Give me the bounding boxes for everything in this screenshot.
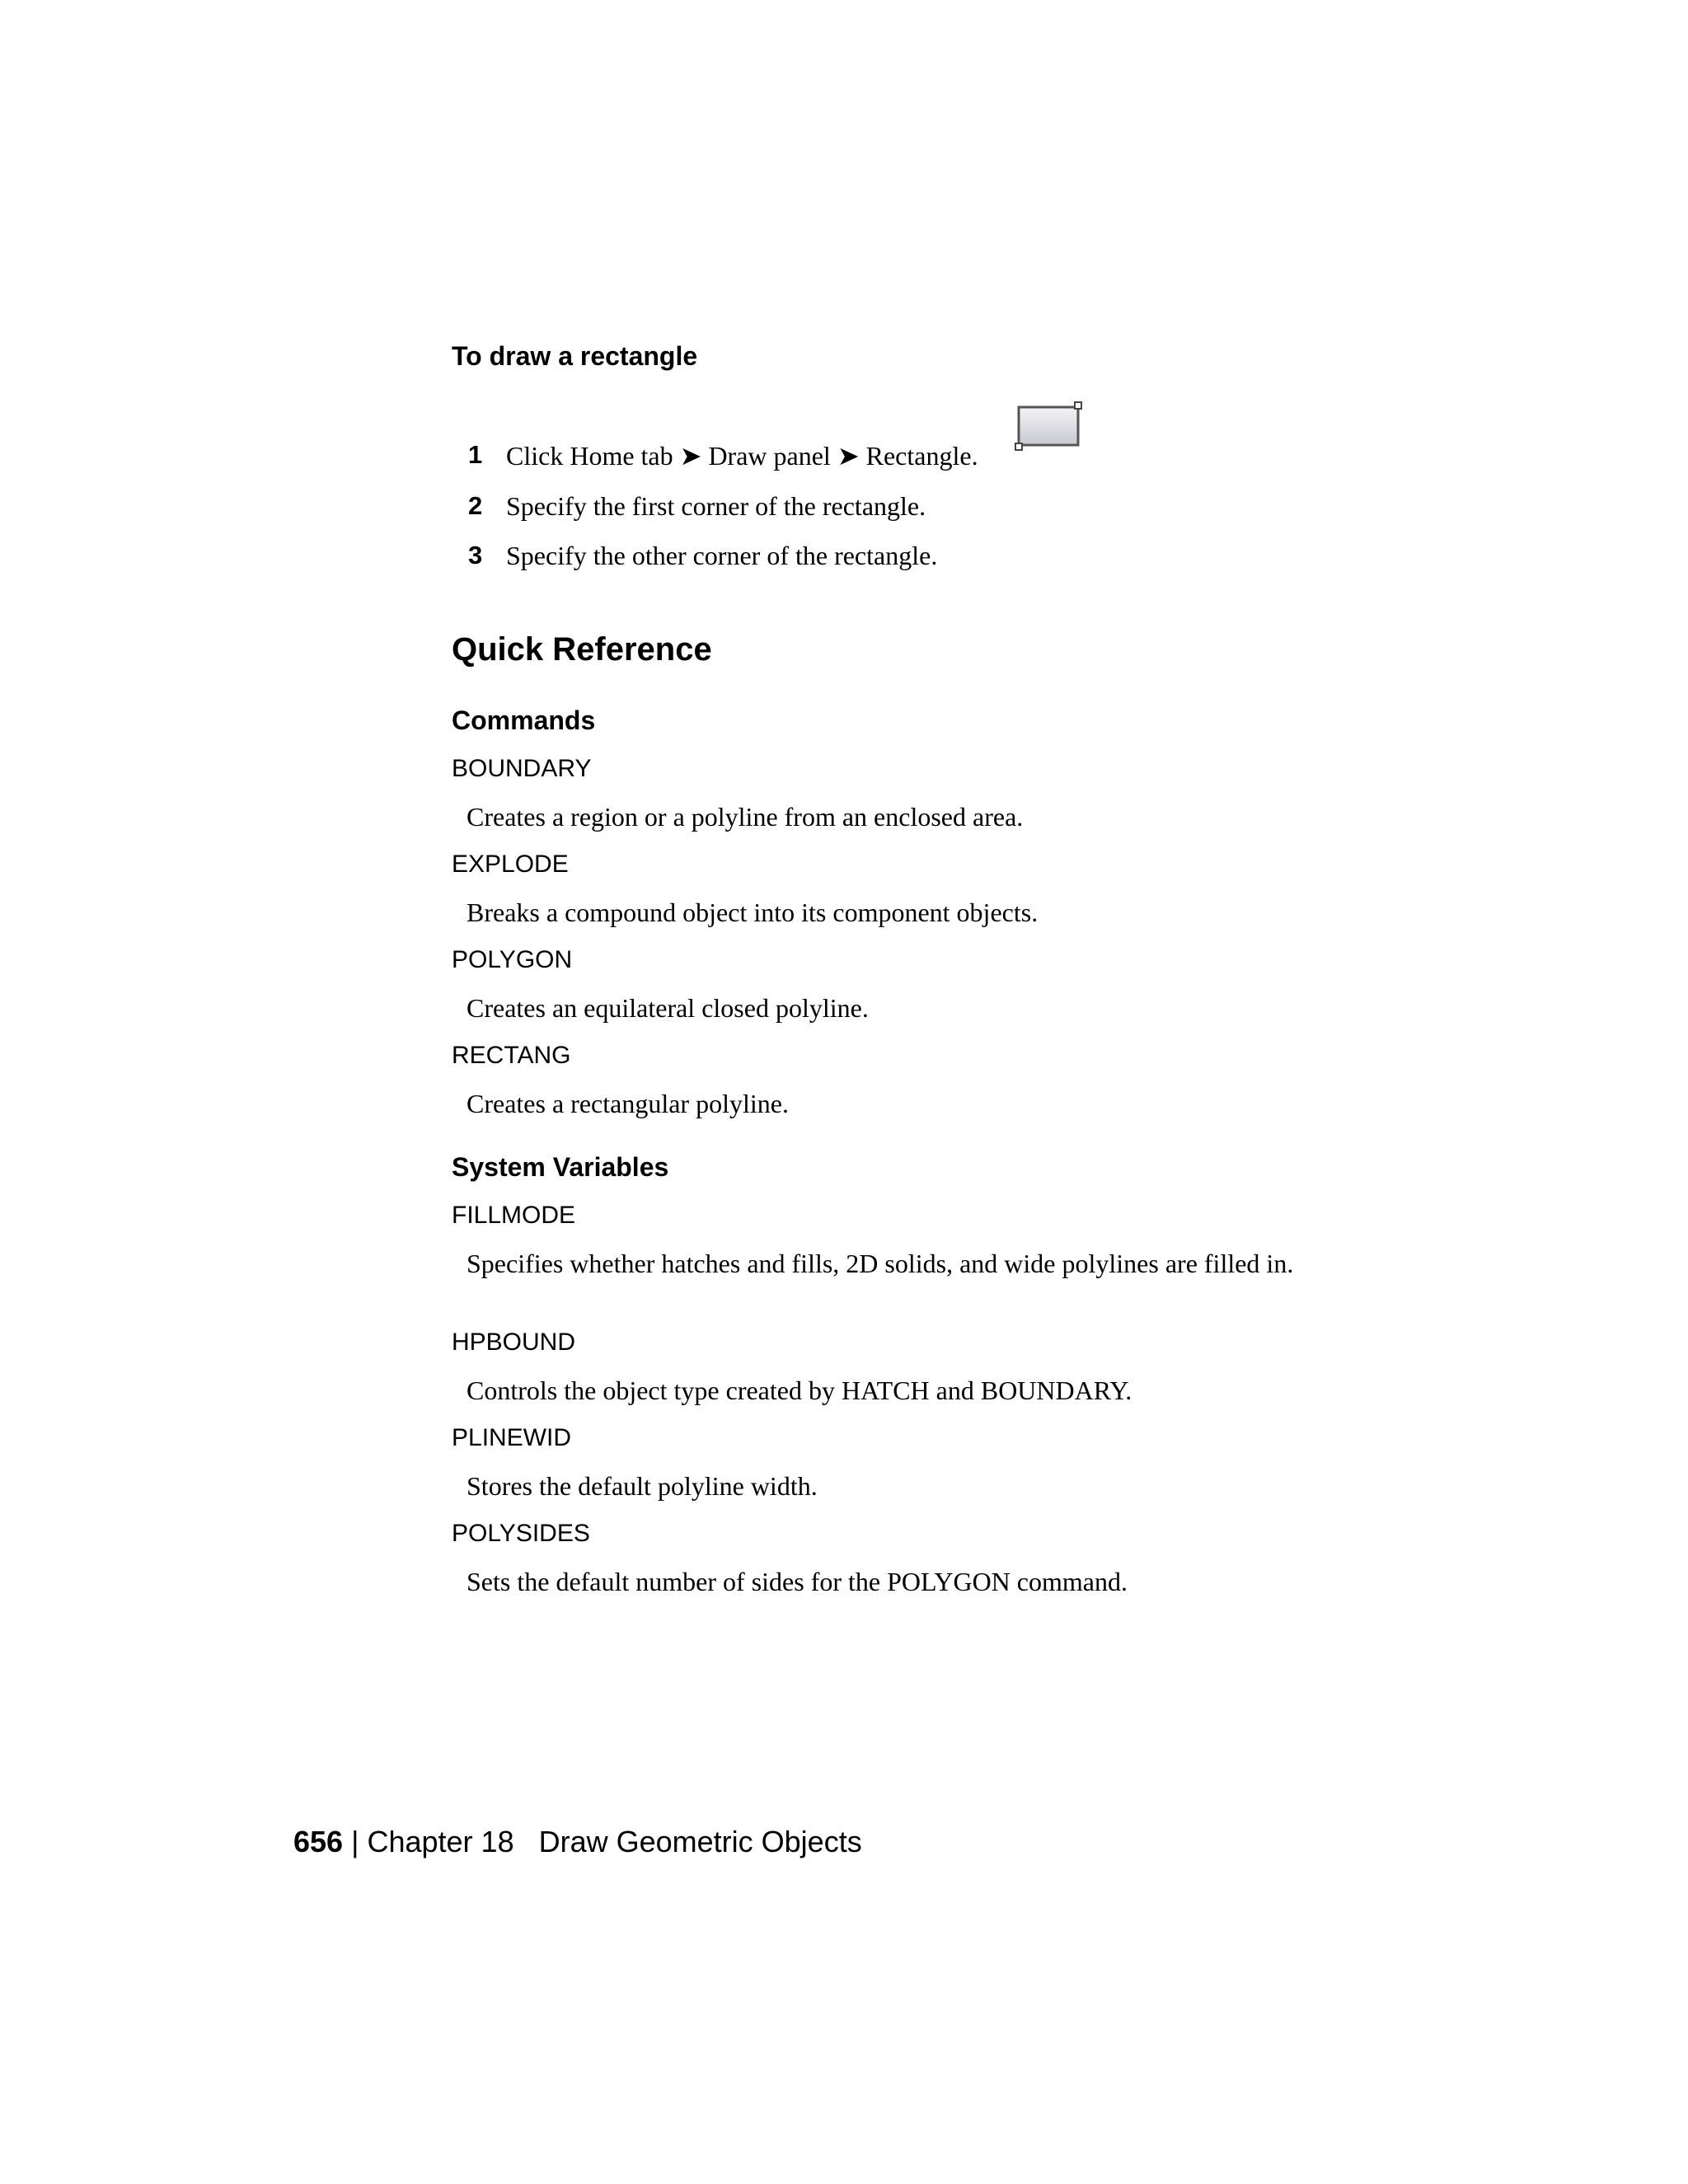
- footer-separator: |: [351, 1825, 359, 1858]
- rectangle-tool-icon: [1014, 401, 1085, 452]
- step-number: 2: [468, 491, 483, 520]
- variable-term: POLYSIDES: [452, 1520, 590, 1547]
- command-description: Creates an equilateral closed polyline.: [467, 993, 869, 1023]
- step-text: Specify the first corner of the rectangle.: [506, 491, 926, 521]
- page-number: 656: [293, 1825, 344, 1858]
- variable-description: Controls the object type created by HATCH and BOUNDARY.: [467, 1376, 1132, 1405]
- command-description: Breaks a compound object into its component objects.: [467, 898, 1039, 927]
- chapter-title: Draw Geometric Objects: [538, 1825, 862, 1858]
- step-number: 1: [468, 440, 483, 469]
- chapter-label: Chapter 18: [367, 1825, 514, 1858]
- command-description: Creates a rectangular polyline.: [467, 1089, 789, 1118]
- procedure-title: To draw a rectangle: [452, 341, 698, 371]
- variable-description: Specifies whether hatches and fills, 2D solids, and wide polylines are filled in.: [467, 1249, 1294, 1278]
- variable-description: Sets the default number of sides for the POLYGON command.: [467, 1567, 1128, 1596]
- command-description: Creates a region or a polyline from an enclosed area.: [467, 802, 1024, 832]
- variable-term: PLINEWID: [452, 1424, 572, 1451]
- command-term: BOUNDARY: [452, 755, 592, 782]
- system-variables-heading: System Variables: [452, 1152, 669, 1182]
- step-text: Click Home tab ➤ Draw panel ➤ Rectangle.: [506, 441, 978, 471]
- command-term: RECTANG: [452, 1042, 571, 1069]
- page-footer: [293, 1825, 862, 1859]
- commands-heading: Commands: [452, 705, 596, 735]
- command-term: EXPLODE: [452, 851, 569, 878]
- step-number: 3: [468, 541, 483, 569]
- variable-description: Stores the default polyline width.: [467, 1471, 818, 1501]
- variable-term: HPBOUND: [452, 1329, 576, 1356]
- step-text: Specify the other corner of the rectangle.: [506, 541, 938, 570]
- variable-term: FILLMODE: [452, 1202, 576, 1229]
- command-term: POLYGON: [452, 946, 573, 973]
- quick-reference-heading: Quick Reference: [452, 631, 712, 668]
